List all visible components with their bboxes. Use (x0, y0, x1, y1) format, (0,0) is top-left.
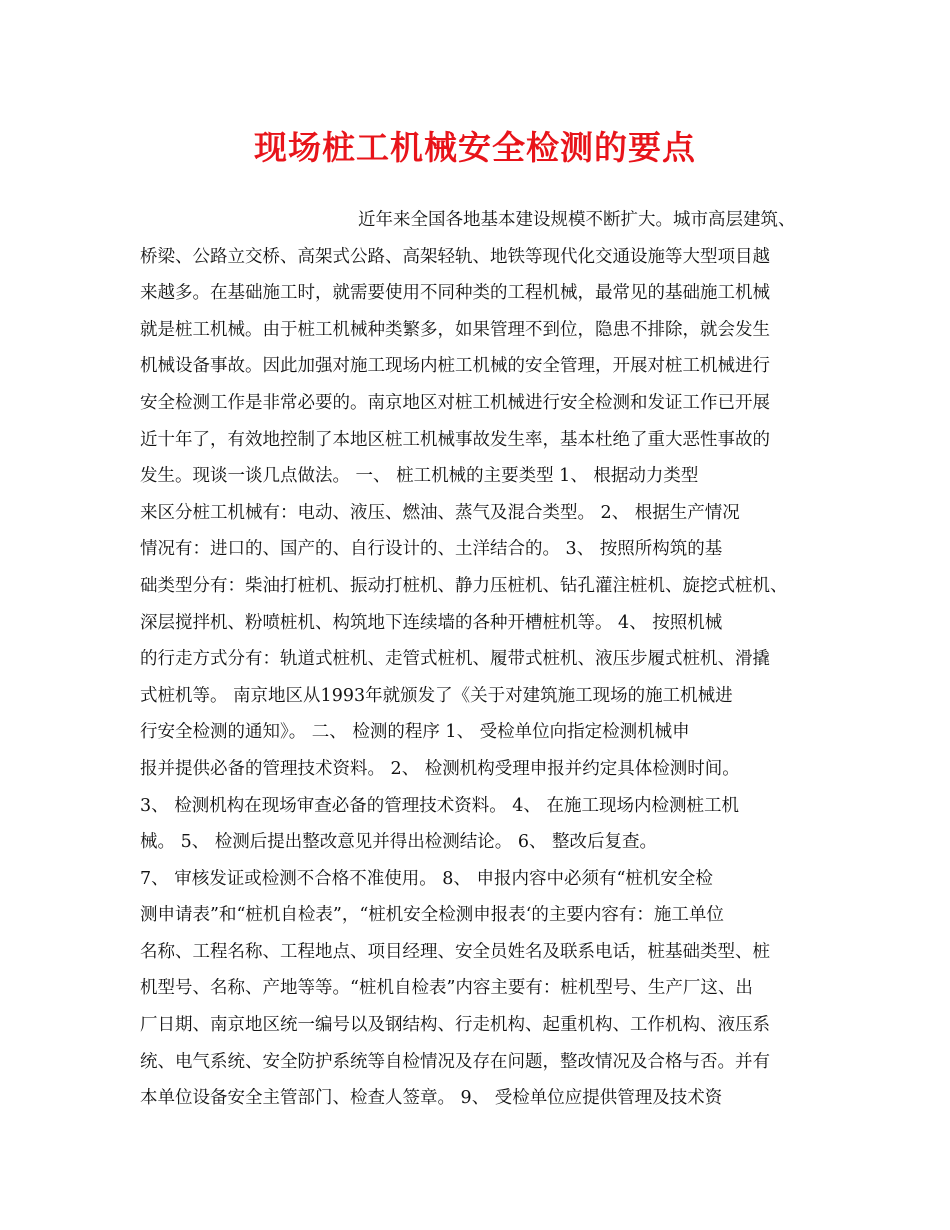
body-line: 3、 检测机构在现场审查必备的管理技术资料。 4、 在施工现场内检测桩工机 (140, 795, 739, 816)
body-line: 安全检测工作是非常必要的。南京地区对桩工机械进行安全检测和发证工作已开展 (140, 392, 770, 413)
body-line: 就是桩工机械。由于桩工机械种类繁多，如果管理不到位，隐患不排除，就会发生 (140, 319, 770, 340)
body-line: 名称、工程名称、工程地点、项目经理、安全员姓名及联系电话，桩基础类型、桩 (140, 941, 770, 962)
body-line: 来区分桩工机械有：电动、液压、燃油、蒸气及混合类型。 2、 根据生产情况 (140, 502, 740, 523)
body-line: 统、电气系统、安全防护系统等自检情况及存在问题，整改情况及合格与否。并有 (140, 1051, 770, 1072)
body-line: 行安全检测的通知》。 二、 检测的程序 1、 受检单位向指定检测机械申 (140, 722, 690, 743)
body-line: 报并提供必备的管理技术资料。 2、 检测机构受理申报并约定具体检测时间。 (140, 758, 740, 779)
document-body (140, 202, 815, 1117)
body-line: 近年来全国各地基本建设规模不断扩大。城市高层建筑、 (358, 210, 796, 230)
body-line: 式桩机等。 南京地区从1993年就颁发了《关于对建筑施工现场的施工机械进 (140, 685, 733, 706)
body-line: 测申请表”和“桩机自检表”，“桩机安全检测申报表‘的主要内容有：施工单位 (140, 905, 724, 926)
body-line: 近十年了，有效地控制了本地区桩工机械事故发生率，基本杜绝了重大恶性事故的 (140, 429, 770, 450)
body-line: 7、 审核发证或检测不合格不准使用。 8、 申报内容中必须有“桩机安全检 (140, 868, 713, 889)
document-title: 现场桩工机械安全检测的要点 (254, 128, 696, 167)
body-line: 础类型分有：柴油打桩机、振动打桩机、静力压桩机、钻孔灌注桩机、旋挖式桩机、 (140, 575, 788, 596)
body-line: 厂日期、南京地区统一编号以及钢结构、行走机构、起重机构、工作机构、液压系 (140, 1015, 770, 1036)
body-line: 机型号、名称、产地等等。“桩机自检表”内容主要有：桩机型号、生产厂这、出 (140, 978, 753, 999)
body-line: 桥梁、公路立交桥、高架式公路、高架轻轨、地铁等现代化交通设施等大型项目越 (140, 246, 770, 267)
body-line: 来越多。在基础施工时，就需要使用不同种类的工程机械，最常见的基础施工机械 (140, 283, 770, 304)
body-line: 的行走方式分有：轨道式桩机、走管式桩机、履带式桩机、液压步履式桩机、滑撬 (140, 649, 770, 670)
body-line: 械。 5、 检测后提出整改意见并得出检测结论。 6、 整改后复查。 (140, 832, 658, 853)
body-line: 深层搅拌机、粉喷桩机、构筑地下连续墙的各种开槽桩机等。 4、 按照机械 (140, 612, 723, 633)
body-line: 情况有：进口的、国产的、自行设计的、土洋结合的。 3、 按照所构筑的基 (140, 539, 723, 560)
body-line: 发生。现谈一谈几点做法。 一、 桩工机械的主要类型 1、 根据动力类型 (140, 466, 699, 487)
body-line: 本单位设备安全主管部门、检查人签章。 9、 受检单位应提供管理及技术资 (140, 1088, 723, 1109)
body-line: 机械设备事故。因此加强对施工现场内桩工机械的安全管理，开展对桩工机械进行 (140, 356, 770, 377)
